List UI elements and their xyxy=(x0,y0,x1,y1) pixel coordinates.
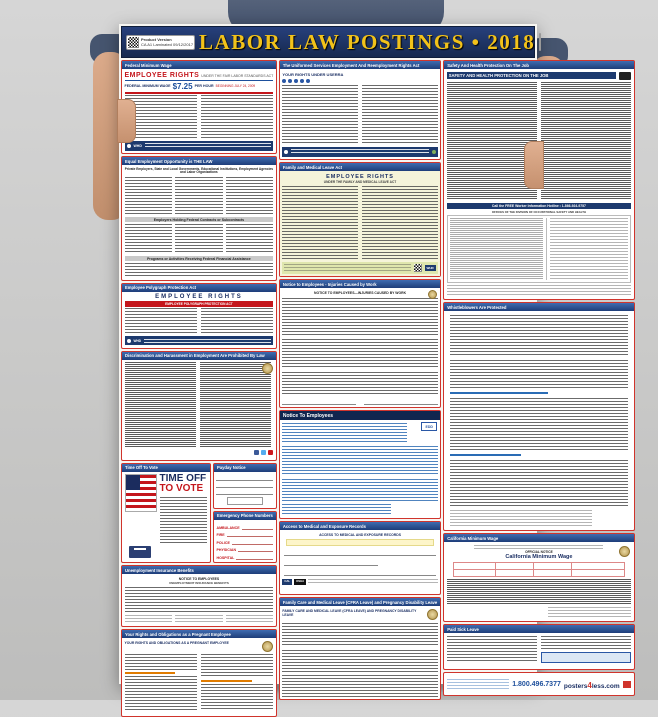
text-lines xyxy=(201,95,273,139)
product-version-label xyxy=(126,35,195,50)
text-lines xyxy=(541,636,631,650)
offices-table-lines xyxy=(450,218,544,280)
vendor-logo xyxy=(564,675,620,693)
emergency-label: POLICE xyxy=(216,540,230,545)
poster-body xyxy=(121,60,620,690)
vendor-logo-mark xyxy=(623,681,631,688)
section-time-off-to-vote xyxy=(121,463,211,564)
safety-bar: Safety And Health Protection On The Job xyxy=(444,61,633,69)
form-line xyxy=(227,533,274,537)
injuries-title: NOTICE TO EMPLOYEES—INJURIES CAUSED BY WORK xyxy=(314,290,407,295)
section-ca-minimum-wage xyxy=(443,533,634,622)
safety-title: SAFETY AND HEALTH PROTECTION ON THE JOB xyxy=(447,72,616,79)
agency-logo-icon xyxy=(284,150,288,154)
section-eeo xyxy=(121,156,277,281)
text-lines xyxy=(282,446,437,476)
text-lines xyxy=(447,579,631,605)
text-lines xyxy=(284,264,410,272)
form-line xyxy=(238,548,273,552)
section-unemployment-insurance xyxy=(121,565,277,627)
unemployment-title1: NOTICE TO EMPLOYEES xyxy=(178,576,220,581)
wage-label: FEDERAL MINIMUM WAGE xyxy=(124,84,171,88)
access-title: ACCESS TO MEDICAL AND EXPOSURE RECORDS xyxy=(319,532,401,537)
section-payday-notice xyxy=(213,463,277,509)
text-lines xyxy=(160,497,208,545)
cfra-bar: Family Care and Medical Leave (CFRA Leave) and Pregnancy Disability Leave xyxy=(280,598,440,606)
cfra-title: FAMILY CARE AND MEDICAL LEAVE (CFRA LEAVE) AND PREGNANCY DISABILITY LEAVE xyxy=(282,608,417,617)
safety-offices-title: OFFICES OF THE DIVISION OF OCCUPATIONAL SAFETY AND HEALTH xyxy=(491,209,586,214)
text-lines xyxy=(450,360,627,388)
orange-subhead xyxy=(125,672,176,675)
star-badge-icon xyxy=(282,79,286,83)
vendor-logo-accent: 4 xyxy=(587,681,592,690)
text-lines xyxy=(308,579,438,585)
dol-seal-icon xyxy=(127,144,131,148)
osha-logo: OSHA xyxy=(296,578,305,583)
payday-emergency-stack xyxy=(213,463,277,564)
facebook-icon xyxy=(254,450,259,455)
form-line xyxy=(284,559,377,566)
text-lines xyxy=(282,623,437,647)
section-access-records xyxy=(279,521,441,595)
edd-logo: EDD xyxy=(421,422,437,431)
flag-icon xyxy=(125,474,157,512)
wage-effective: BEGINNING JULY 24, 2009 xyxy=(215,84,256,88)
poster-header xyxy=(121,26,535,58)
fmla-subtitle: UNDER THE FAMILY AND MEDICAL LEAVE ACT xyxy=(323,179,397,184)
column-middle xyxy=(279,60,441,682)
youtube-icon xyxy=(268,450,273,455)
text-lines xyxy=(125,654,197,670)
wage-amount: $7.25 xyxy=(172,81,193,91)
section-discrimination xyxy=(121,351,277,461)
orange-subhead xyxy=(201,680,252,683)
text-lines xyxy=(175,615,223,624)
eeo-bar: Equal Employment Opportunity is THE LAW xyxy=(122,157,276,165)
text-lines xyxy=(201,308,273,334)
polygraph-title: EMPLOYEE RIGHTS xyxy=(155,294,243,301)
text-lines xyxy=(362,85,438,145)
table-cell xyxy=(572,563,624,569)
star-badge-icon xyxy=(288,79,292,83)
text-lines xyxy=(282,423,406,443)
text-lines xyxy=(450,460,627,506)
table-cell xyxy=(496,563,533,569)
emergency-label: FIRE xyxy=(216,533,225,538)
text-lines xyxy=(125,177,173,215)
left-hand xyxy=(117,99,136,143)
text-lines xyxy=(282,504,391,516)
text-lines xyxy=(201,684,273,710)
info-box xyxy=(541,652,631,663)
whd-logo: WHD xyxy=(426,265,434,270)
table-cell xyxy=(572,570,624,576)
vote-bar: Time Off To Vote xyxy=(122,464,210,472)
text-lines xyxy=(282,650,437,672)
mini-table-lines xyxy=(548,607,631,619)
employee-rights-title: EMPLOYEE RIGHTS xyxy=(124,71,200,79)
table-cell xyxy=(534,570,571,576)
fmla-bar: Family and Medical Leave Act xyxy=(280,163,440,171)
fmla-title: EMPLOYEE RIGHTS xyxy=(326,173,394,180)
order-phone: 1.800.496.7377 xyxy=(512,680,561,688)
form-line xyxy=(284,549,435,556)
column-left xyxy=(121,60,277,682)
text-lines xyxy=(145,143,271,148)
form-line xyxy=(232,541,273,545)
section-fmla xyxy=(279,162,441,277)
text-lines xyxy=(282,372,437,394)
eeo-band-assistance: Programs or Activities Receiving Federal Financial Assistance xyxy=(125,256,274,261)
star-badge-icon xyxy=(306,79,310,83)
text-lines xyxy=(282,186,358,260)
vendor-logo-suffix: less.com xyxy=(591,683,620,690)
injuries-bar: Notice to Employees - Injuries Caused by Work xyxy=(280,280,440,288)
text-lines xyxy=(201,654,273,678)
vote-headline-2: TO VOTE xyxy=(159,483,204,495)
twitter-icon xyxy=(261,450,266,455)
state-seal-icon xyxy=(262,363,273,374)
signature-line xyxy=(364,398,438,405)
polygraph-subtitle: EMPLOYEE POLYGRAPH PROTECTION ACT xyxy=(125,301,274,307)
official-notice-label: OFFICIAL NOTICE xyxy=(525,549,553,554)
pregnant-title: YOUR RIGHTS AND OBLIGATIONS AS A PREGNANT EMPLOYEE xyxy=(124,640,229,645)
section-federal-minimum-wage xyxy=(121,60,277,154)
userra-bar: The Uniformed Services Employment And Reemployment Rights Act xyxy=(280,61,440,69)
form-line xyxy=(236,556,273,560)
qr-code-icon xyxy=(128,37,139,48)
star-badge-icon xyxy=(300,79,304,83)
text-lines xyxy=(282,675,437,697)
text-lines xyxy=(125,676,197,710)
form-line xyxy=(216,488,273,495)
section-polygraph xyxy=(121,283,277,349)
unemployment-bar: Unemployment Insurance Benefits xyxy=(122,566,276,574)
federal-minimum-wage-bar: Federal Minimum Wage xyxy=(122,61,276,69)
text-lines xyxy=(125,587,274,613)
link-line xyxy=(450,392,548,394)
table-cell xyxy=(496,570,533,576)
ca-min-wage-title: California Minimum Wage xyxy=(505,553,573,560)
section-injuries-notice xyxy=(279,279,441,408)
text-lines xyxy=(447,636,537,662)
form-box xyxy=(227,497,263,505)
eeo-band-contracts: Employers Holding Federal Contracts or Subcontracts xyxy=(125,217,274,222)
table-cell xyxy=(454,563,495,569)
text-lines xyxy=(226,615,274,624)
agency-logo-icon xyxy=(432,150,436,154)
dol-seal-icon xyxy=(127,339,131,343)
paid-sick-bar: Paid Sick Leave xyxy=(444,625,633,633)
text-lines xyxy=(450,510,592,526)
offices-table-lines xyxy=(550,218,628,280)
signature-line xyxy=(282,398,356,405)
safety-hotline: Call the FREE Worker Information Hotline • 1-866-924-9757 xyxy=(447,203,631,209)
text-lines xyxy=(362,186,438,260)
vendor-logo-prefix: posters xyxy=(563,683,588,690)
product-version-line1: Product Version xyxy=(141,37,172,42)
emergency-bar: Emergency Phone Numbers xyxy=(214,512,276,520)
text-lines xyxy=(175,177,223,215)
form-line xyxy=(216,474,273,481)
whd-label: WHD xyxy=(133,143,142,148)
poster-title: LABOR LAW POSTINGS • 2018 xyxy=(199,29,536,54)
vote-headline-1: TIME OFF xyxy=(159,473,207,485)
discrimination-bar: Discrimination and Harassment in Employment Are Prohibited By Law xyxy=(122,352,276,360)
pregnant-bar: Your Rights and Obligations as a Pregnant Employee xyxy=(122,630,276,638)
table-cell xyxy=(534,563,571,569)
qr-code-icon xyxy=(414,264,422,272)
section-whistleblowers xyxy=(443,302,634,531)
edd-notice-bar: Notice To Employees xyxy=(280,411,440,420)
section-userra xyxy=(279,60,441,160)
payday-bar: Payday Notice xyxy=(214,464,276,472)
table-cell xyxy=(454,570,495,576)
text-lines xyxy=(447,285,631,297)
state-seal-icon xyxy=(262,641,273,652)
text-lines xyxy=(282,298,437,336)
order-info-lines xyxy=(447,679,509,689)
text-lines xyxy=(144,339,271,343)
text-lines xyxy=(450,315,627,355)
star-badge-icon xyxy=(294,79,298,83)
text-lines xyxy=(282,85,358,145)
product-version-text xyxy=(141,37,193,47)
text-lines xyxy=(175,224,223,254)
table-divider xyxy=(546,218,547,280)
link-line xyxy=(450,454,521,456)
form-line xyxy=(284,569,435,576)
flsa-subtitle: UNDER THE FAIR LABOR STANDARDS ACT xyxy=(201,73,274,78)
ca-min-wage-bar: California Minimum Wage xyxy=(444,534,633,542)
section-order-footer xyxy=(443,672,634,696)
section-cfra xyxy=(279,597,441,700)
text-lines xyxy=(226,224,274,254)
whistleblowers-bar: Whistleblowers Are Protected xyxy=(444,303,633,311)
text-lines xyxy=(125,308,197,334)
wage-unit: PER HOUR xyxy=(194,84,214,88)
section-emergency-phone-numbers xyxy=(213,511,277,564)
labor-law-poster xyxy=(119,24,620,690)
emergency-label: AMBULANCE xyxy=(216,525,240,530)
text-lines xyxy=(291,149,428,154)
unemployment-title2: UNEMPLOYMENT INSURANCE BENEFITS xyxy=(168,580,229,585)
state-seal-icon xyxy=(619,546,630,557)
access-bar: Access to Medical and Exposure Records xyxy=(280,522,440,530)
cal-logo: CAL xyxy=(284,578,291,583)
right-hand xyxy=(524,141,544,189)
section-paid-sick-leave xyxy=(443,624,634,670)
eeo-intro: Private Employers, State and Local Governments, Educational Institutions, Employment Agencies and Labor Organizations xyxy=(124,166,274,175)
text-lines xyxy=(125,615,173,624)
text-lines xyxy=(541,82,631,200)
vote-payday-row xyxy=(121,463,277,564)
upc-label xyxy=(539,33,541,51)
text-lines xyxy=(282,479,437,501)
product-version-line2: CA A1 Laminated 09/12/2017 xyxy=(141,42,194,47)
ballot-box-icon xyxy=(129,546,151,558)
emergency-label: PHYSICIAN xyxy=(216,548,237,553)
text-lines xyxy=(474,545,603,549)
section-edd-notice xyxy=(279,410,441,519)
text-lines xyxy=(125,263,274,277)
highlight-strip xyxy=(286,539,433,546)
text-lines xyxy=(200,362,271,448)
text-lines xyxy=(125,224,173,254)
cal-osha-logo-icon xyxy=(619,72,631,80)
form-line xyxy=(242,526,274,530)
whd-label: WHD xyxy=(133,338,142,343)
text-lines xyxy=(282,339,437,369)
polygraph-bar: Employee Polygraph Protection Act xyxy=(122,284,276,292)
emergency-label: HOSPITAL xyxy=(216,555,235,560)
text-lines xyxy=(226,177,274,215)
section-pregnant-employee xyxy=(121,629,277,717)
form-line xyxy=(216,481,273,488)
state-seal-icon xyxy=(427,609,438,620)
text-lines xyxy=(125,362,196,448)
wage-schedule-table xyxy=(453,562,625,577)
userra-title: YOUR RIGHTS UNDER USERRA xyxy=(282,71,344,77)
text-lines xyxy=(450,398,627,450)
